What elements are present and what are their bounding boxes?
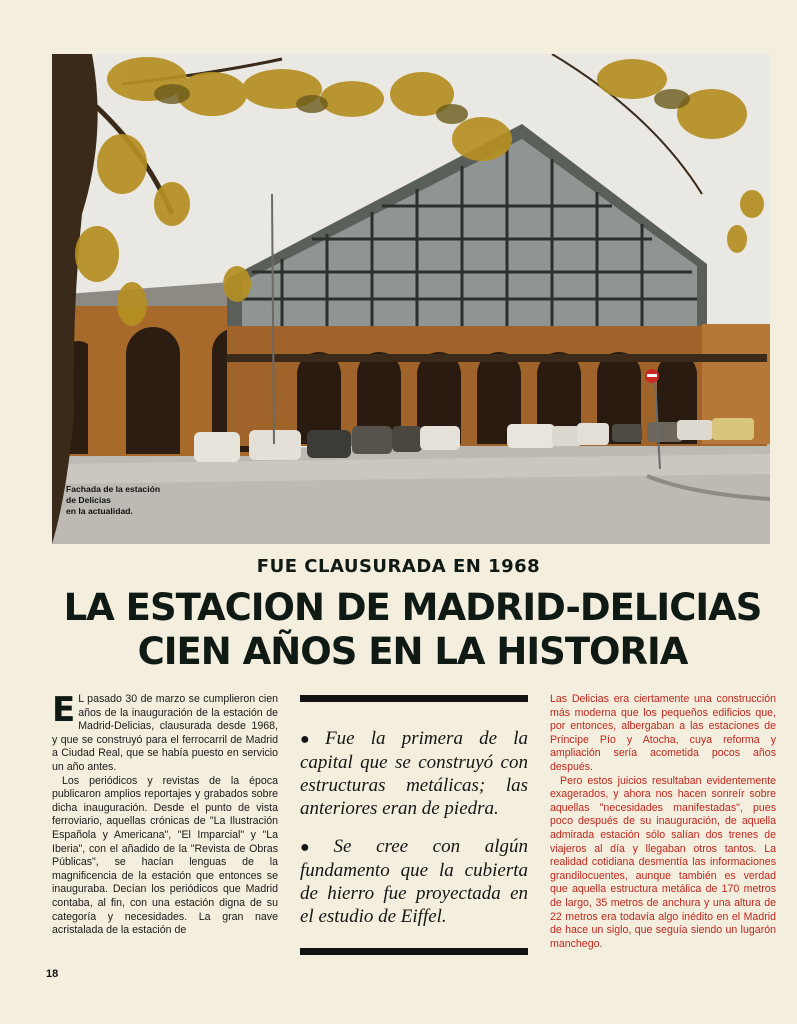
pull-quote-1-text: Fue la primera de la capital que se construyó con estructuras metálicas; las anteriores eran de piedra.: [300, 728, 528, 819]
headline-line-1: LA ESTACION DE MADRID-DELICIAS: [63, 586, 762, 629]
headline-line-2: CIEN AÑOS EN LA HISTORIA: [137, 630, 688, 673]
pull-quote-1: [300, 727, 528, 820]
left-paragraph-2: Los periódicos y revistas de la época publicaron amplios reportajes y grabados sobre dicha inauguración. Desde el punto de vista ferroviario, aquellas crónicas de "La Ilustración Española y Americana", "El Imparcial" y "La Iberia", con el añadido de la "Revista de Obras Públicas", se hacían lenguas de la magnificencia de la estación que entonces se inauguraba. Decían los periódicos que Madrid contaba, al fin, con una estación digna de su categoría y necesidades. La gran nave acristalada de la estación de: [52, 774, 278, 937]
pull-quote-2-text: Se cree con algún fundamento que la cubierta de hierro fue proyectada en el estudio de Eiffel.: [300, 836, 528, 927]
station-illustration: [52, 54, 770, 544]
station-photo: [52, 54, 770, 544]
pull-quote-bottom-rule: [300, 948, 528, 955]
left-column: [52, 690, 278, 938]
bullet-icon: ●: [300, 731, 322, 748]
right-paragraph-2: Pero estos juicios resultaban evidentemente exagerados, y ahora nos hacen sonreír sobre aquellas "necesidades manifestadas", pues poco después de su inauguración, de aquella admirada estación sólo salían dos trenes de viajeros al día y llegaban otros tantos. La realidad cotidiana desmentía las informaciones grandilocuentes, aunque también es verdad que aquella estructura metálica de 170 metros de largo, 35 metros de anchura y una altura de 22 metros era todavía algo inédito en el Madrid de hace un siglo, que seguía siendo un lugarón manchego.: [550, 774, 776, 950]
drop-cap: E: [52, 690, 76, 730]
right-column: [550, 693, 776, 951]
right-paragraph-1: Las Delicias era ciertamente una construcción más moderna que los pequeños edificios que, por entonces, albergaban a las estaciones de Príncipe Pío y Atocha, cuya reforma y ampliación sería acometida pocos años después.: [550, 693, 776, 773]
pull-quote-2: [300, 835, 528, 928]
page-number: 18: [46, 968, 59, 980]
article-kicker: FUE CLAUSURADA EN 1968: [256, 556, 541, 577]
photo-caption: Fachada de la estación de Delicias en la actualidad.: [66, 484, 161, 516]
bullet-icon: ●: [300, 839, 330, 856]
left-paragraph-1-text: L pasado 30 de marzo se cumplieron cien años de la inauguración de la estación de Madrid-Delicias, clausurada desde 1968, y que se construyó para el ferrocarril de Madrid a Ciudad Real, que se había puesto en servicio un año antes.: [52, 693, 278, 773]
pull-quote-top-rule: [300, 695, 528, 702]
left-paragraph-1: [52, 690, 278, 775]
